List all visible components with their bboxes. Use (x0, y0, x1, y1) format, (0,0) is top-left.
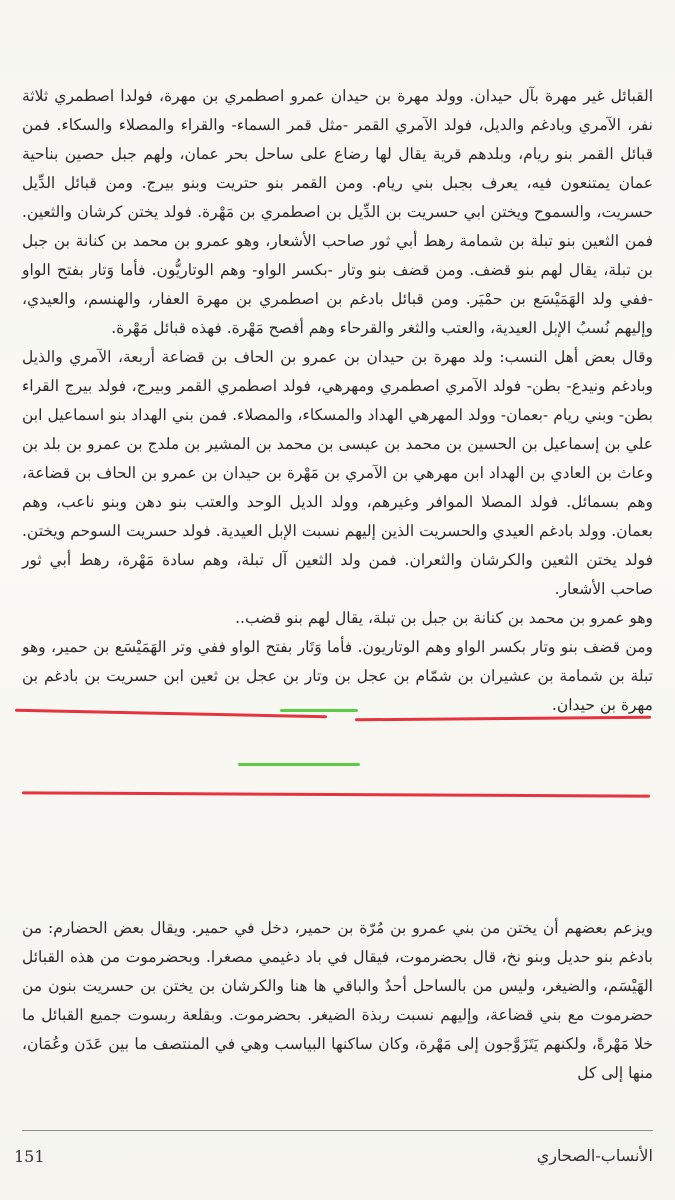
paragraph: وهو عمرو بن محمد بن كنانة بن جبل بن تبلة، يقال لهم بنو قضب.. (235, 609, 653, 627)
main-text-block (22, 82, 653, 720)
running-title: الأنساب-الصحاري (536, 1146, 653, 1165)
paragraph: القبائل غير مهرة بآل حيدان. وولد مهرة بن حيدان عمرو اصطمري بن مهرة، فولدا اصطمري ثلاثة نفر، الآمري وبادغم والديل، فولد الآمري القمر -مثل قمر السماء- والقراء والمصلاء والسكاء. فمن قبائل القمر بنو ريام، وبلدهم قرية يقال لها رضاع على ساحل بحر عمان، ولهم جبل حصين بناحية عمان يمتنعون فيه، يعرف بجبل بني ريام. ومن القمر بنو حتريت وبنو بيرج. ومن قبائل الدِّيل حسريت، والسموح ويختن ابي حسريت بن الدِّيل بن اصطمري بن مَهْرة. فولد يختن كرشان والثعين. فمن الثعين بنو تبلة بن شمامة رهط أبي ثور صاحب الأشعار، وهو عمرو بن محمد بن كنانة بن جبل بن تبلة، يقال لهم بنو قضف. ومن قضف بنو وتار -بكسر الواو- وهم الوتاريُّون. فأما وَتار بفتح الواو -ففي ولد الهَمَيْسَع بن حمْيَر. ومن قبائل بادغم بن اصطمري بن مهرة العفار، والهنسم، والعيدي، وإليهم نُسبُ الإبل العيدية، والعتب والثغر والقرحاء وهم أفصح مَهْرة. فهذه قبائل مَهْرة. (22, 87, 653, 337)
paragraph: ويزعم بعضهم أن يختن من بني عمرو بن مُرّة بن حمير، دخل في حمير. ويقال بعض الحضارم: من بادغم بنو حديل وبنو نخ، قال بحضرموت، فيقال في باد دغيمي مصغرا. وبحضرموت من هذه القبائل الهَيْسَم، والضيغر، وليس من بالساحل أحدٌ والباقي ها هنا والكرشان بن يختن بن حسريت بنون من حضرموت مع بني قضاعة، وإليهم نسبت ربذة الضيغر. بحضرموت. وبقلعة ربسوت جميع القبائل ما خلا مَهْرةً، ولكنهم يَتَزَوَّجون إلى مَهْرة، وكان ساكنها البياسب وهي في المنتصف ما بين عَدَن وعُمَان، منها إلى كل (22, 919, 653, 1082)
paragraph: ومن قضف بنو وتار بكسر الواو وهم الوتاريون. فأما وَتَار بفتح الواو ففي وتر الهَمَيْسَع بن حمير، وهو تبلة بن شمامة بن عشيران بن شمّام بن عجل بن وتار بن عجل بن ثعين ابن حسريت بن بادغم بن مهرة بن حيدان. (22, 638, 653, 714)
page-number: 151 (14, 1147, 45, 1166)
green-underline-highlight (280, 709, 358, 712)
paragraph: وقال بعض أهل النسب: ولد مهرة بن حيدان بن عمرو بن الحاف بن قضاعة أربعة، الآمري والذيل وبادغم ونيدع- بطن- فولد الآمري اصطمري ومهرهي، فولد اصطمري القمر وبيرج، فولد بيرج القراء بطن- وبني ريام -بعمان- وولد المهرهي الهداد والمسكاء، والمصلاء. فمن بني الهداد بنو اسماعيل ابن علي بن إسماعيل بن الحسين بن محمد بن عيسى بن محمد بن المشير بن ملدج بن عمرو بن بلد بن وعاث بن العادي بن الهداد ابن مهرهي بن الآمري بن مَهْرة بن حيدان بن عمرو بن الحاف بن قضاعة، وهم بسمائل. فولد المصلا الموافر وغيرهم، وولد الديل الوحد والعتب بنو دهن وبنو ناعب، وهم بعمان. وولد بادغم العيدي والحسريت الذين إليهم نسبت الإبل العيدية. فولد حسريت السوحم ويختن. فولد يختن الثعين والكرشان والثعران. فمن ولد الثعين آل تبلة، وهم سادة مَهْرة، رهط أبي ثور صاحب الأشعار. (22, 348, 653, 598)
green-underline-highlight (238, 763, 360, 766)
second-text-block (22, 914, 653, 1088)
footer-rule (22, 1130, 653, 1131)
red-underline-highlight (22, 791, 650, 797)
